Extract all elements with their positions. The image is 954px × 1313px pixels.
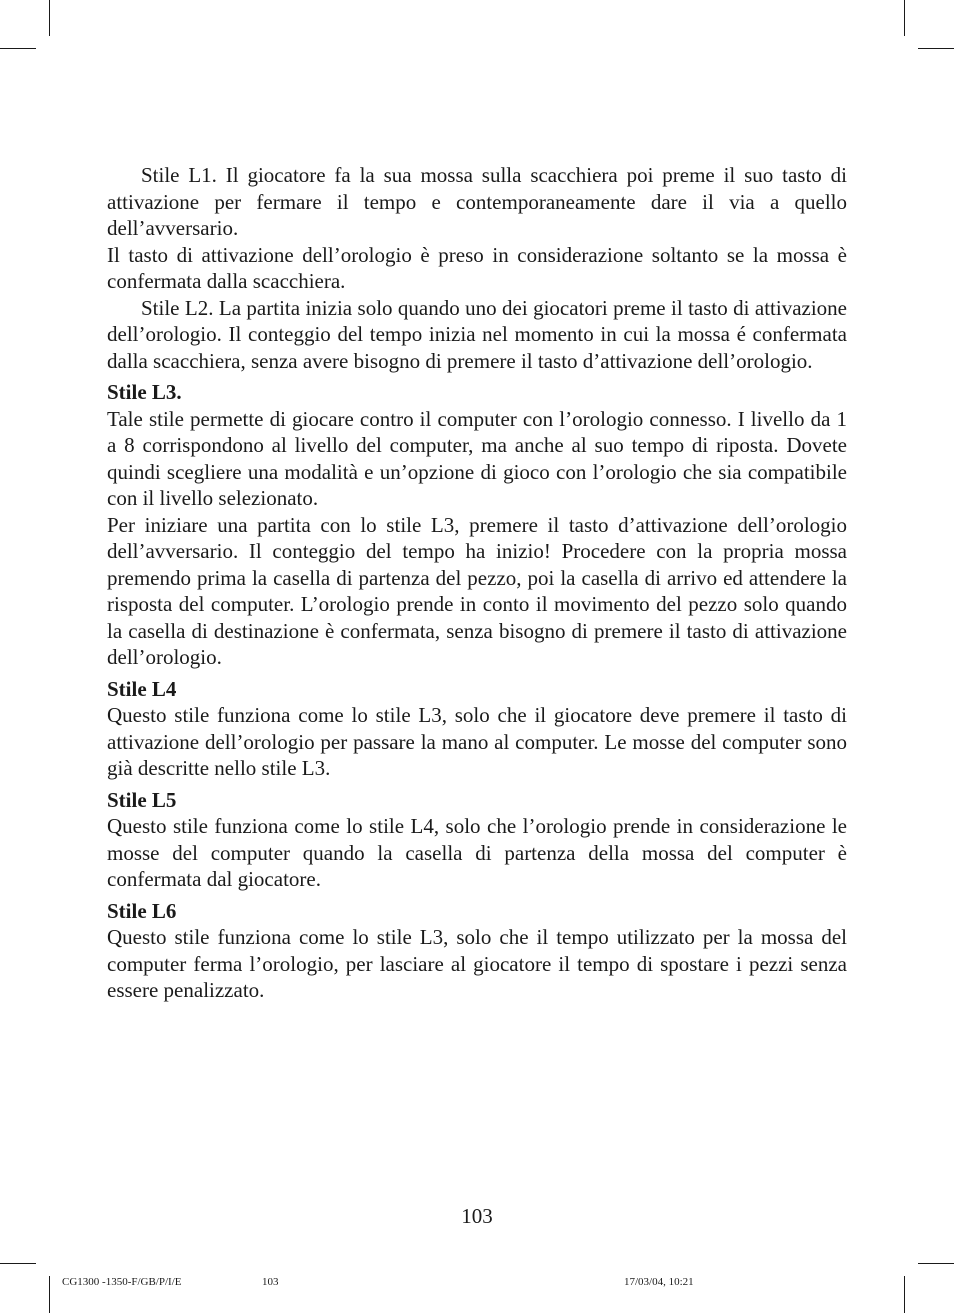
paragraph-stile-l4: Questo stile funziona come lo stile L3, solo che il giocatore deve premere il tasto di attivazione dell’orologio per passare la mano al computer. Le mosse del computer sono già descritte nello stile L3. bbox=[107, 703, 847, 780]
paragraph-stile-l2: Stile L2. La partita inizia solo quando uno dei giocatori preme il tasto di attivazione dell’orologio. Il conteggio del tempo inizia nel momento in cui la mossa é confermata dalla scacchiera, senza avere bisogno di premere il tasto d’attivazione dell’orologio. bbox=[107, 295, 847, 373]
paragraph-tasto-attivazione: Il tasto di attivazione dell’orologio è preso in considerazione soltanto se la mossa è confermata dalla scacchiera. bbox=[107, 242, 847, 293]
paragraph-stile-l3-start: Per iniziare una partita con lo stile L3, premere il tasto d’attivazione dell’orologio dell’avversario. Il conteggio del tempo ha inizio! Procedere con la propria mossa premendo prima la casella di partenza del pezzo, poi la casella di arrivo ed attendere la risposta del computer. L’orologio prende in conto il movimento del pezzo solo quando la casella di destinazione è confermata, senza bisogno di premere il tasto di attivazione dell’orologio. bbox=[107, 512, 847, 669]
manual-body bbox=[107, 162, 847, 1004]
heading-stile-l6: Stile L6 bbox=[107, 898, 177, 923]
page-number: 103 bbox=[461, 1204, 493, 1228]
crop-mark-bottom-right-vertical bbox=[904, 1276, 905, 1313]
paragraph-stile-l1: Stile L1. Il giocatore fa la sua mossa sulla scacchiera poi preme il suo tasto di attivazione per fermare il tempo e contemporaneamente dare il via a quello dell’avversario. bbox=[107, 163, 847, 240]
heading-stile-l3: Stile L3. bbox=[107, 380, 182, 404]
paragraph-stile-l3-intro: Tale stile permette di giocare contro il computer con l’orologio connesso. I livello da 1 a 8 corrispondono al livello del computer, ma anche al suo tempo di riposta. Dovete quindi scegliere una modalità e un’opzione di gioco con l’orologio che sia compatibile con il livello selezionato. bbox=[107, 406, 847, 510]
crop-mark-top-right-vertical bbox=[904, 0, 905, 36]
paragraph-stile-l5: Questo stile funziona come lo stile L4, solo che l’orologio prende in considerazione le mosse del computer quando la casella di partenza della mossa del computer è confermata dal giocatore. bbox=[107, 814, 847, 891]
crop-mark-top-left-vertical bbox=[49, 0, 50, 36]
heading-stile-l4: Stile L4 bbox=[107, 676, 177, 701]
heading-stile-l5: Stile L5 bbox=[107, 787, 177, 812]
paragraph-stile-l6: Questo stile funziona come lo stile L3, solo che il tempo utilizzato per la mossa del computer ferma l’orologio, per lasciare al giocatore il tempo di spostare i pezzi senza essere penalizzato. bbox=[107, 925, 847, 1002]
crop-mark-top-left-horizontal bbox=[0, 48, 36, 49]
crop-mark-bottom-left-vertical bbox=[49, 1276, 50, 1313]
footer-page: 103 bbox=[262, 1276, 279, 1288]
footer-date: 17/03/04, 10:21 bbox=[624, 1276, 694, 1288]
crop-mark-bottom-left-horizontal bbox=[0, 1263, 36, 1264]
crop-mark-top-right-horizontal bbox=[918, 48, 954, 49]
footer-doc-id: CG1300 -1350-F/GB/P/I/E bbox=[62, 1276, 182, 1288]
crop-mark-bottom-right-horizontal bbox=[918, 1263, 954, 1264]
